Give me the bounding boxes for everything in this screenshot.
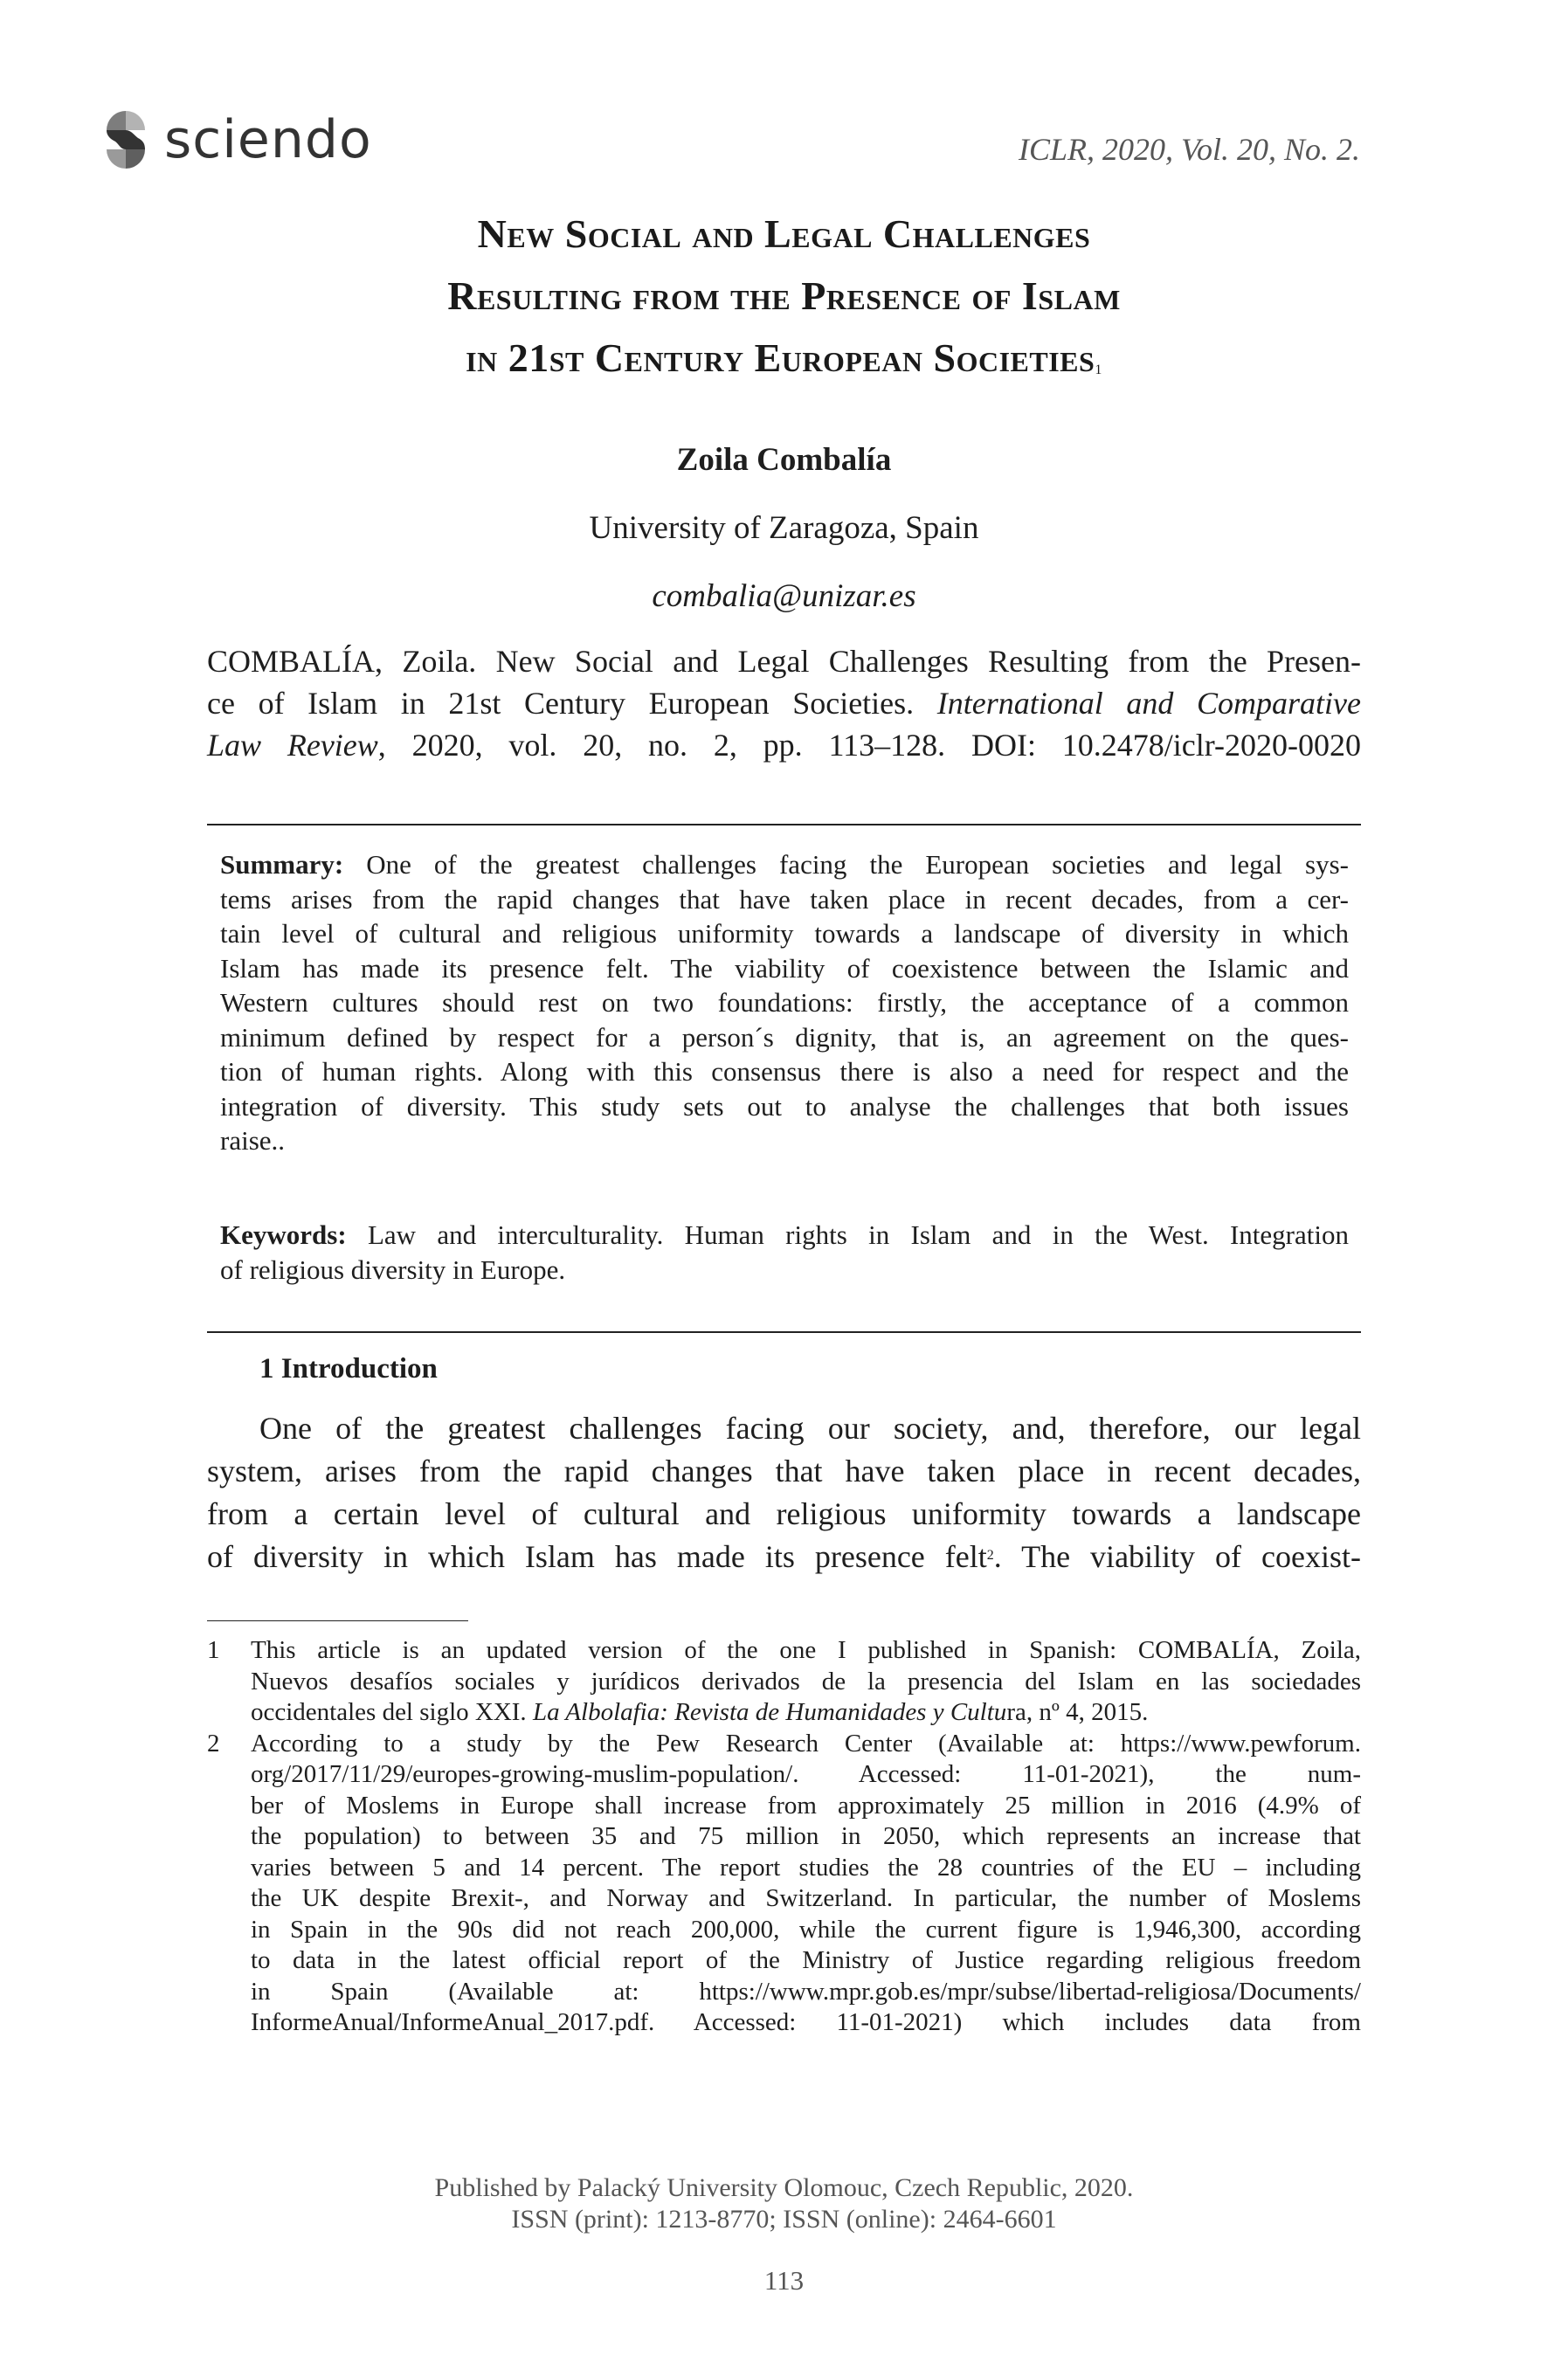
body-line (207, 1536, 1361, 1578)
footnote-line: the population) to between 35 and 75 million in 2050, which represents an increase that (251, 1822, 1361, 1850)
abstract-bottom-divider (207, 1331, 1361, 1333)
author-affiliation: University of Zaragoza, Spain (589, 510, 979, 546)
footnote-line: to data in the latest official report of the Ministry of Justice regarding religious freedom (251, 1946, 1361, 1974)
section-heading: 1 Introduction (259, 1353, 438, 1385)
citation-line-3 (207, 724, 1361, 766)
title-line-2: Resulting from the Presence of Islam (447, 273, 1121, 318)
footnote-line: According to a study by the Pew Research Center (Available at: https://www.pewforum. (251, 1729, 1361, 1758)
publisher-line: Published by Palacký University Olomouc, Czech Republic, 2020. (434, 2173, 1134, 2202)
title-footnote-ref[interactable]: 1 (1095, 363, 1102, 377)
footnote-line: org/2017/11/29/europes-growing-muslim-population/. Accessed: 11-01-2021), the num- (251, 1760, 1361, 1788)
footnote-line: in Spain in the 90s did not reach 200,000, while the current figure is 1,946,300, according (251, 1915, 1361, 1944)
footnote-text: occidentales del siglo XXI. (251, 1698, 533, 1726)
summary-line: tain level of cultural and religious uniformity towards a landscape of diversity in which (220, 918, 1349, 949)
footnote-line: This article is an updated version of the one I published in Spanish: COMBALÍA, Zoila, (251, 1636, 1361, 1664)
summary-line: tems arises from the rapid changes that have taken place in recent decades, from a cer- (220, 883, 1349, 915)
summary-label: Summary: (220, 849, 344, 880)
body-text: of diversity in which Islam has made its presence felt (207, 1539, 987, 1574)
summary-text: One of the greatest challenges facing the European societies and legal sys- (343, 849, 1349, 880)
citation-line-1: COMBALÍA, Zoila. New Social and Legal Challenges Resulting from the Presen- (207, 644, 1361, 679)
section-body (207, 1407, 1361, 1578)
footnote-line (251, 1697, 1361, 1729)
footnote-journal: La Albolafia: Revista de Humanidades y Cultu (532, 1698, 1007, 1726)
footnote-line: varies between 5 and 14 percent. The report studies the 28 countries of the EU – including (251, 1853, 1361, 1882)
publisher-info (0, 2172, 1568, 2235)
issn-line: ISSN (print): 1213-8770; ISSN (online): 2464-6601 (511, 2205, 1057, 2234)
citation-block (207, 640, 1361, 766)
title-line-3-text: in 21st Century European Societies (466, 335, 1095, 380)
author-email[interactable]: combalia@unizar.es (652, 578, 916, 614)
footnote-line: Nuevos desafíos sociales y jurídicos derivados de la presencia del Islam en las sociedades (251, 1667, 1361, 1696)
title-line-1: New Social and Legal Challenges (477, 211, 1091, 256)
summary-line: minimum defined by respect for a person´s dignity, that is, an agreement on the ques- (220, 1021, 1349, 1053)
footnote-number: 2 (207, 1729, 220, 1758)
keywords-block (220, 1218, 1349, 1287)
summary-block (220, 847, 1349, 1158)
citation-journal-cont: Law Review (207, 728, 378, 763)
citation-journal: International and Comparative (936, 686, 1362, 721)
body-line: system, arises from the rapid changes that have taken place in recent decades, (207, 1454, 1361, 1488)
journal-reference: ICLR, 2020, Vol. 20, No. 2. (1018, 132, 1360, 167)
citation-details: , 2020, vol. 20, no. 2, pp. 113–128. DOI: 10.2478/iclr-2020-0020 (377, 728, 1361, 763)
abstract-top-divider (207, 824, 1361, 825)
article-title (0, 203, 1568, 389)
footnote-line: the UK despite Brexit-, and Norway and Switzerland. In particular, the number of Moslems (251, 1884, 1361, 1912)
body-footnote-ref[interactable]: 2 (986, 1548, 994, 1563)
summary-line (220, 847, 1349, 882)
keywords-line (220, 1218, 1349, 1253)
body-text: . The viability of coexist- (993, 1539, 1361, 1574)
keywords-label: Keywords: (220, 1219, 347, 1250)
summary-line: Islam has made its presence felt. The viability of coexistence between the Islamic and (220, 952, 1349, 984)
sciendo-logo (105, 108, 372, 171)
summary-line: raise.. (220, 1125, 286, 1156)
sciendo-wordmark: sciendo (164, 109, 372, 170)
footnote-number: 1 (207, 1636, 220, 1664)
footnote-2 (207, 1729, 1361, 2039)
citation-text: ce of Islam in 21st Century European Societies. (207, 686, 937, 721)
body-line: One of the greatest challenges facing our society, and, therefore, our legal (259, 1411, 1361, 1446)
citation-line-2 (207, 682, 1361, 724)
summary-line: integration of diversity. This study sets out to analyse the challenges that both issues (220, 1090, 1349, 1122)
sciendo-s-icon (105, 109, 149, 170)
footnote-divider (207, 1620, 468, 1621)
body-line: from a certain level of cultural and religious uniformity towards a landscape (207, 1496, 1361, 1531)
footnote-line: InformeAnual/InformeAnual_2017.pdf. Accessed: 11-01-2021) which includes data from (251, 2008, 1361, 2036)
keywords-text: Law and interculturality. Human rights in Islam and in the West. Integration (346, 1219, 1349, 1250)
keywords-line: of religious diversity in Europe. (220, 1254, 566, 1285)
footnotes (207, 1635, 1361, 2039)
footnote-text: ra, nº 4, 2015. (1006, 1698, 1149, 1726)
summary-line: Western cultures should rest on two foundations: firstly, the acceptance of a common (220, 987, 1349, 1018)
footnote-1 (207, 1635, 1361, 1729)
footnote-line: in Spain (Available at: https://www.mpr.gob.es/mpr/subse/libertad-religiosa/Documents/ (251, 1977, 1361, 2006)
title-line-3 (0, 327, 1568, 389)
footnote-line: ber of Moslems in Europe shall increase from approximately 25 million in 2016 (4.9% of (251, 1791, 1361, 1820)
summary-line: tion of human rights. Along with this consensus there is also a need for respect and the (220, 1056, 1349, 1087)
page-number: 113 (763, 2265, 805, 2296)
author-name: Zoila Combalía (676, 442, 892, 478)
